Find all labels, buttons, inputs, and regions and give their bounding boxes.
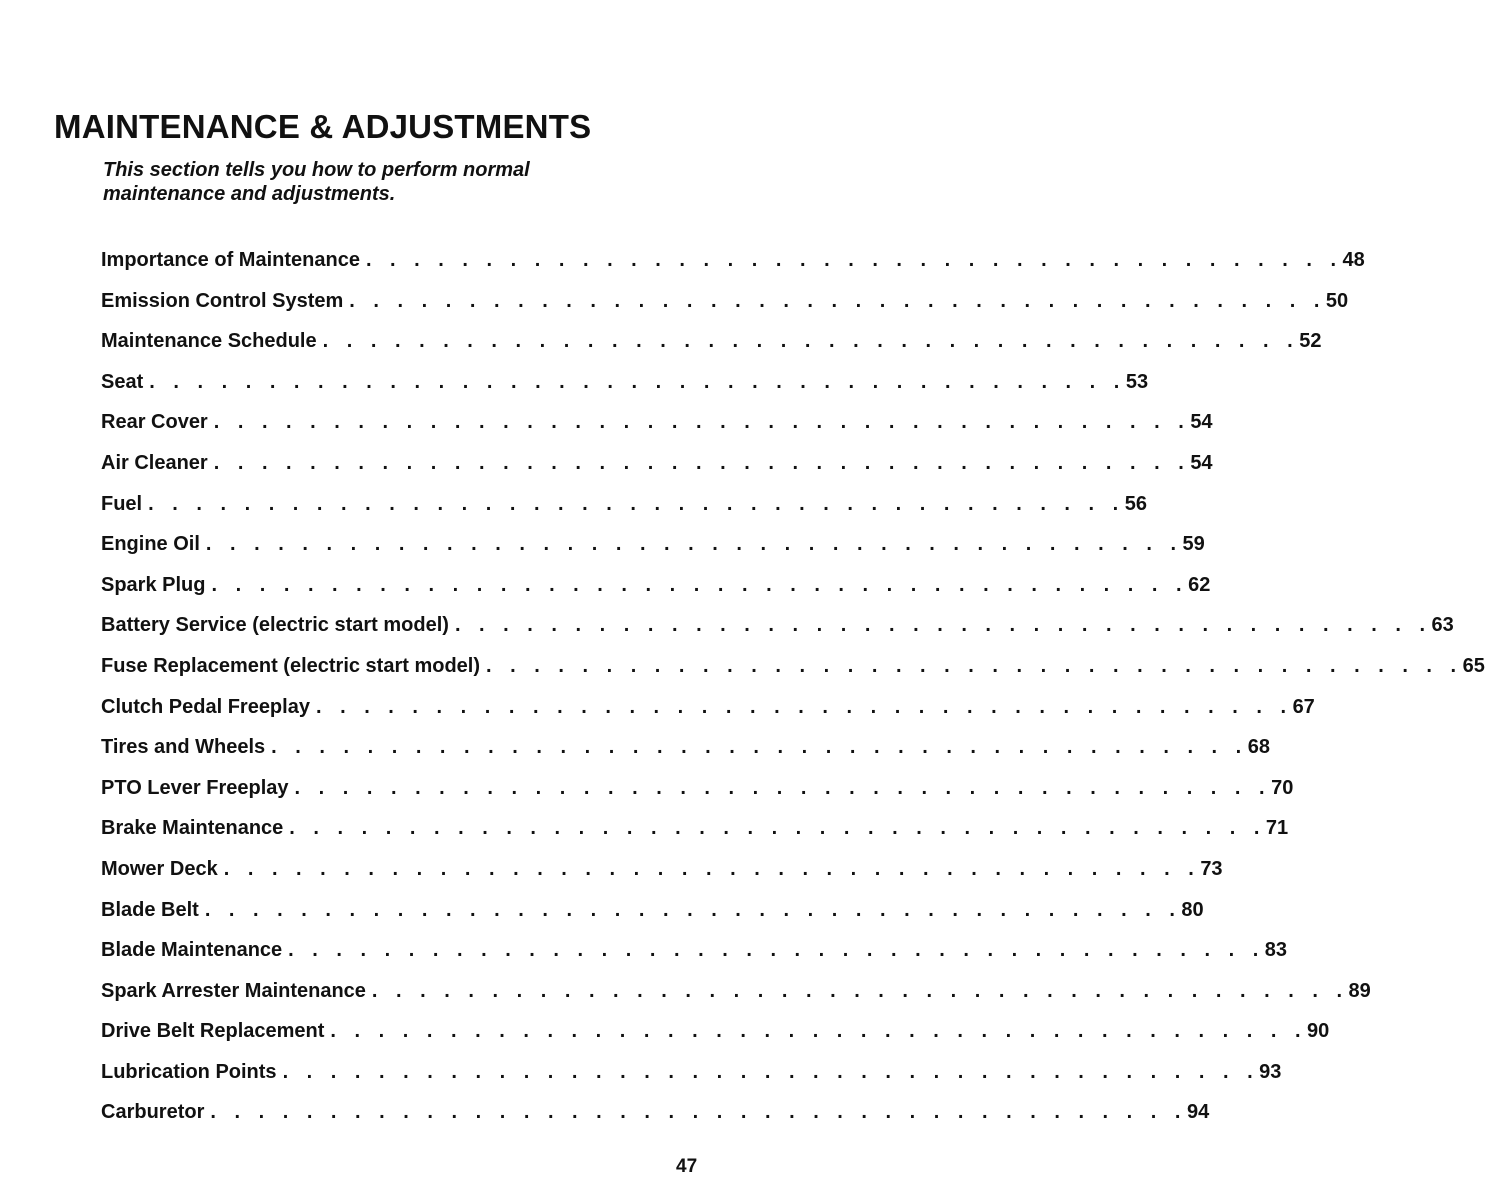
toc-entry-page: 80 — [1181, 898, 1204, 921]
toc-entry-title: Drive Belt Replacement — [101, 1020, 325, 1043]
toc-entry-page: 71 — [1265, 817, 1289, 840]
section-title: MAINTENANCE & ADJUSTMENTS — [54, 108, 592, 145]
toc-entry-page: 73 — [1200, 857, 1223, 880]
dot-leader: . . . . . . . . . . . . . . . . . . . . . . . . . . . . . . . . . . . . . . . . . — [213, 411, 1191, 434]
toc-entry-page: 94 — [1186, 1101, 1210, 1124]
dot-leader: . . . . . . . . . . . . . . . . . . . . . . . . . . . . . . . . . . . . . . . . . — [330, 1020, 1308, 1043]
intro-line-2: maintenance and adjustments. — [103, 183, 396, 205]
dot-leader: . . . . . . . . . . . . . . . . . . . . . . . . . . . . . . . . . . . . . . . . . — [371, 979, 1349, 1002]
toc-entry-page: 56 — [1124, 492, 1147, 515]
toc-entry-title: PTO Lever Freeplay — [101, 776, 289, 799]
toc-entry-title: Fuse Replacement (electric start model) — [101, 654, 481, 677]
toc-entry-page: 54 — [1190, 451, 1213, 474]
toc-entry-title: Clutch Pedal Freeplay — [101, 695, 310, 718]
toc-entry-page: 50 — [1325, 289, 1349, 312]
dot-leader: . . . . . . . . . . . . . . . . . . . . . . . . . . . . . . . . . . . . . . . . . — [289, 817, 1266, 840]
toc-entry[interactable] — [101, 289, 1349, 331]
toc-entry[interactable] — [101, 736, 1270, 777]
toc-entry[interactable] — [101, 979, 1371, 1021]
dot-leader: . . . . . . . . . . . . . . . . . . . . . . . . . . . . . . . . . . . . . . . . . — [271, 736, 1248, 759]
dot-leader: . . . . . . . . . . . . . . . . . . . . . . . . . . . . . . . . . . . . . . . . . — [365, 249, 1343, 271]
dot-leader: . . . . . . . . . . . . . . . . . . . . . . . . . . . . . . . . . . . . . . . . . — [211, 573, 1189, 596]
dot-leader: . . . . . . . . . . . . . . . . . . . . . . . . . . . . . . . . . . . . . . . . . — [204, 898, 1182, 921]
dot-leader: . . . . . . . . . . . . . . . . . . . . . . . . . . . . . . . . . . . . . . . . . — [213, 451, 1191, 474]
toc-entry-page: 53 — [1125, 370, 1149, 393]
toc-entry-title: Spark Arrester Maintenance — [101, 979, 366, 1002]
toc-entry-page: 52 — [1299, 330, 1322, 353]
toc-entry[interactable] — [101, 1060, 1282, 1102]
toc-entry[interactable] — [101, 695, 1315, 737]
dot-leader: . . . . . . . . . . . . . . . . . . . . . . . . . . . . . . . . . . . . . . . . . — [294, 776, 1272, 799]
dot-leader: . . . . . . . . . . . . . . . . . . . . . . . . . . . . . . . . . . . . . . . . . — [148, 492, 1125, 515]
dot-leader: . . . . . . . . . . . . . . . . . . . . . . . . . . . . . . . . . . . . . . . . . — [223, 857, 1201, 880]
toc-entry-title: Air Cleaner — [101, 451, 208, 474]
toc-entry-title: Fuel — [101, 492, 143, 515]
toc-entry[interactable] — [101, 249, 1365, 290]
toc-entry[interactable] — [101, 492, 1147, 534]
toc-entry-title: Tires and Wheels — [101, 736, 266, 759]
toc-entry-title: Brake Maintenance — [101, 817, 284, 840]
toc-entry-title: Maintenance Schedule — [101, 330, 317, 353]
toc-entry-page: 62 — [1188, 573, 1211, 596]
dot-leader: . . . . . . . . . . . . . . . . . . . . . . . . . . . . . . . . . . . . . . . . . — [149, 370, 1126, 393]
toc-entry-title: Importance of Maintenance — [101, 249, 360, 271]
section-intro — [103, 158, 623, 206]
dot-leader: . . . . . . . . . . . . . . . . . . . . . . . . . . . . . . . . . . . . . . . . . — [210, 1101, 1187, 1124]
toc-entry[interactable] — [101, 330, 1322, 371]
dot-leader: . . . . . . . . . . . . . . . . . . . . . . . . . . . . . . . . . . . . . . . . . — [486, 654, 1463, 677]
toc-entry[interactable] — [101, 776, 1294, 818]
toc-entry[interactable] — [101, 898, 1204, 940]
toc-entry-page: 48 — [1342, 249, 1365, 271]
toc-entry[interactable] — [101, 614, 1454, 655]
toc-entry-page: 89 — [1348, 979, 1371, 1002]
page-number: 47 — [676, 1156, 698, 1177]
toc-entry[interactable] — [101, 451, 1213, 493]
toc-entry[interactable] — [101, 1020, 1330, 1061]
toc-entry-title: Seat — [101, 370, 144, 393]
toc-entry-page: 68 — [1247, 736, 1270, 759]
toc-entry-page: 83 — [1264, 939, 1288, 962]
toc-entry-title: Mower Deck — [101, 857, 218, 880]
toc-entry[interactable] — [101, 533, 1205, 574]
toc-entry-page: 65 — [1462, 654, 1485, 677]
toc-entry-title: Lubrication Points — [101, 1060, 277, 1083]
toc-entry-page: 90 — [1307, 1020, 1330, 1043]
toc-entry-title: Emission Control System — [101, 289, 344, 312]
dot-leader: . . . . . . . . . . . . . . . . . . . . . . . . . . . . . . . . . . . . . . . . . — [288, 939, 1265, 962]
dot-leader: . . . . . . . . . . . . . . . . . . . . . . . . . . . . . . . . . . . . . . . . . — [322, 330, 1300, 353]
dot-leader: . . . . . . . . . . . . . . . . . . . . . . . . . . . . . . . . . . . . . . . . . — [349, 289, 1326, 312]
dot-leader: . . . . . . . . . . . . . . . . . . . . . . . . . . . . . . . . . . . . . . . . . — [454, 614, 1432, 637]
dot-leader: . . . . . . . . . . . . . . . . . . . . . . . . . . . . . . . . . . . . . . . . . — [282, 1060, 1260, 1083]
toc-entry-title: Engine Oil — [101, 533, 200, 556]
toc-entry[interactable] — [101, 370, 1149, 412]
intro-line-1: This section tells you how to perform normal — [103, 159, 530, 181]
toc-entry-page: 67 — [1292, 695, 1315, 718]
toc-entry-page: 59 — [1182, 533, 1205, 556]
toc-entry-title: Blade Maintenance — [101, 939, 283, 962]
toc-entry[interactable] — [101, 411, 1213, 452]
table-of-contents — [101, 249, 1485, 1142]
toc-entry-page: 54 — [1190, 411, 1213, 434]
toc-entry-page: 63 — [1431, 614, 1454, 637]
toc-entry[interactable] — [101, 817, 1289, 858]
toc-entry-title: Carburetor — [101, 1101, 205, 1124]
toc-entry[interactable] — [101, 654, 1485, 696]
toc-entry[interactable] — [101, 857, 1223, 899]
toc-entry-page: 70 — [1271, 776, 1294, 799]
toc-entry[interactable] — [101, 939, 1288, 980]
toc-entry-page: 93 — [1259, 1060, 1282, 1083]
dot-leader: . . . . . . . . . . . . . . . . . . . . . . . . . . . . . . . . . . . . . . . . . — [205, 533, 1183, 556]
toc-entry[interactable] — [101, 1101, 1210, 1142]
toc-entry-title: Rear Cover — [101, 411, 208, 434]
toc-entry[interactable] — [101, 573, 1211, 615]
toc-entry-title: Battery Service (electric start model) — [101, 614, 449, 637]
dot-leader: . . . . . . . . . . . . . . . . . . . . . . . . . . . . . . . . . . . . . . . . . — [315, 695, 1293, 718]
toc-entry-title: Spark Plug — [101, 573, 206, 596]
toc-entry-title: Blade Belt — [101, 898, 199, 921]
